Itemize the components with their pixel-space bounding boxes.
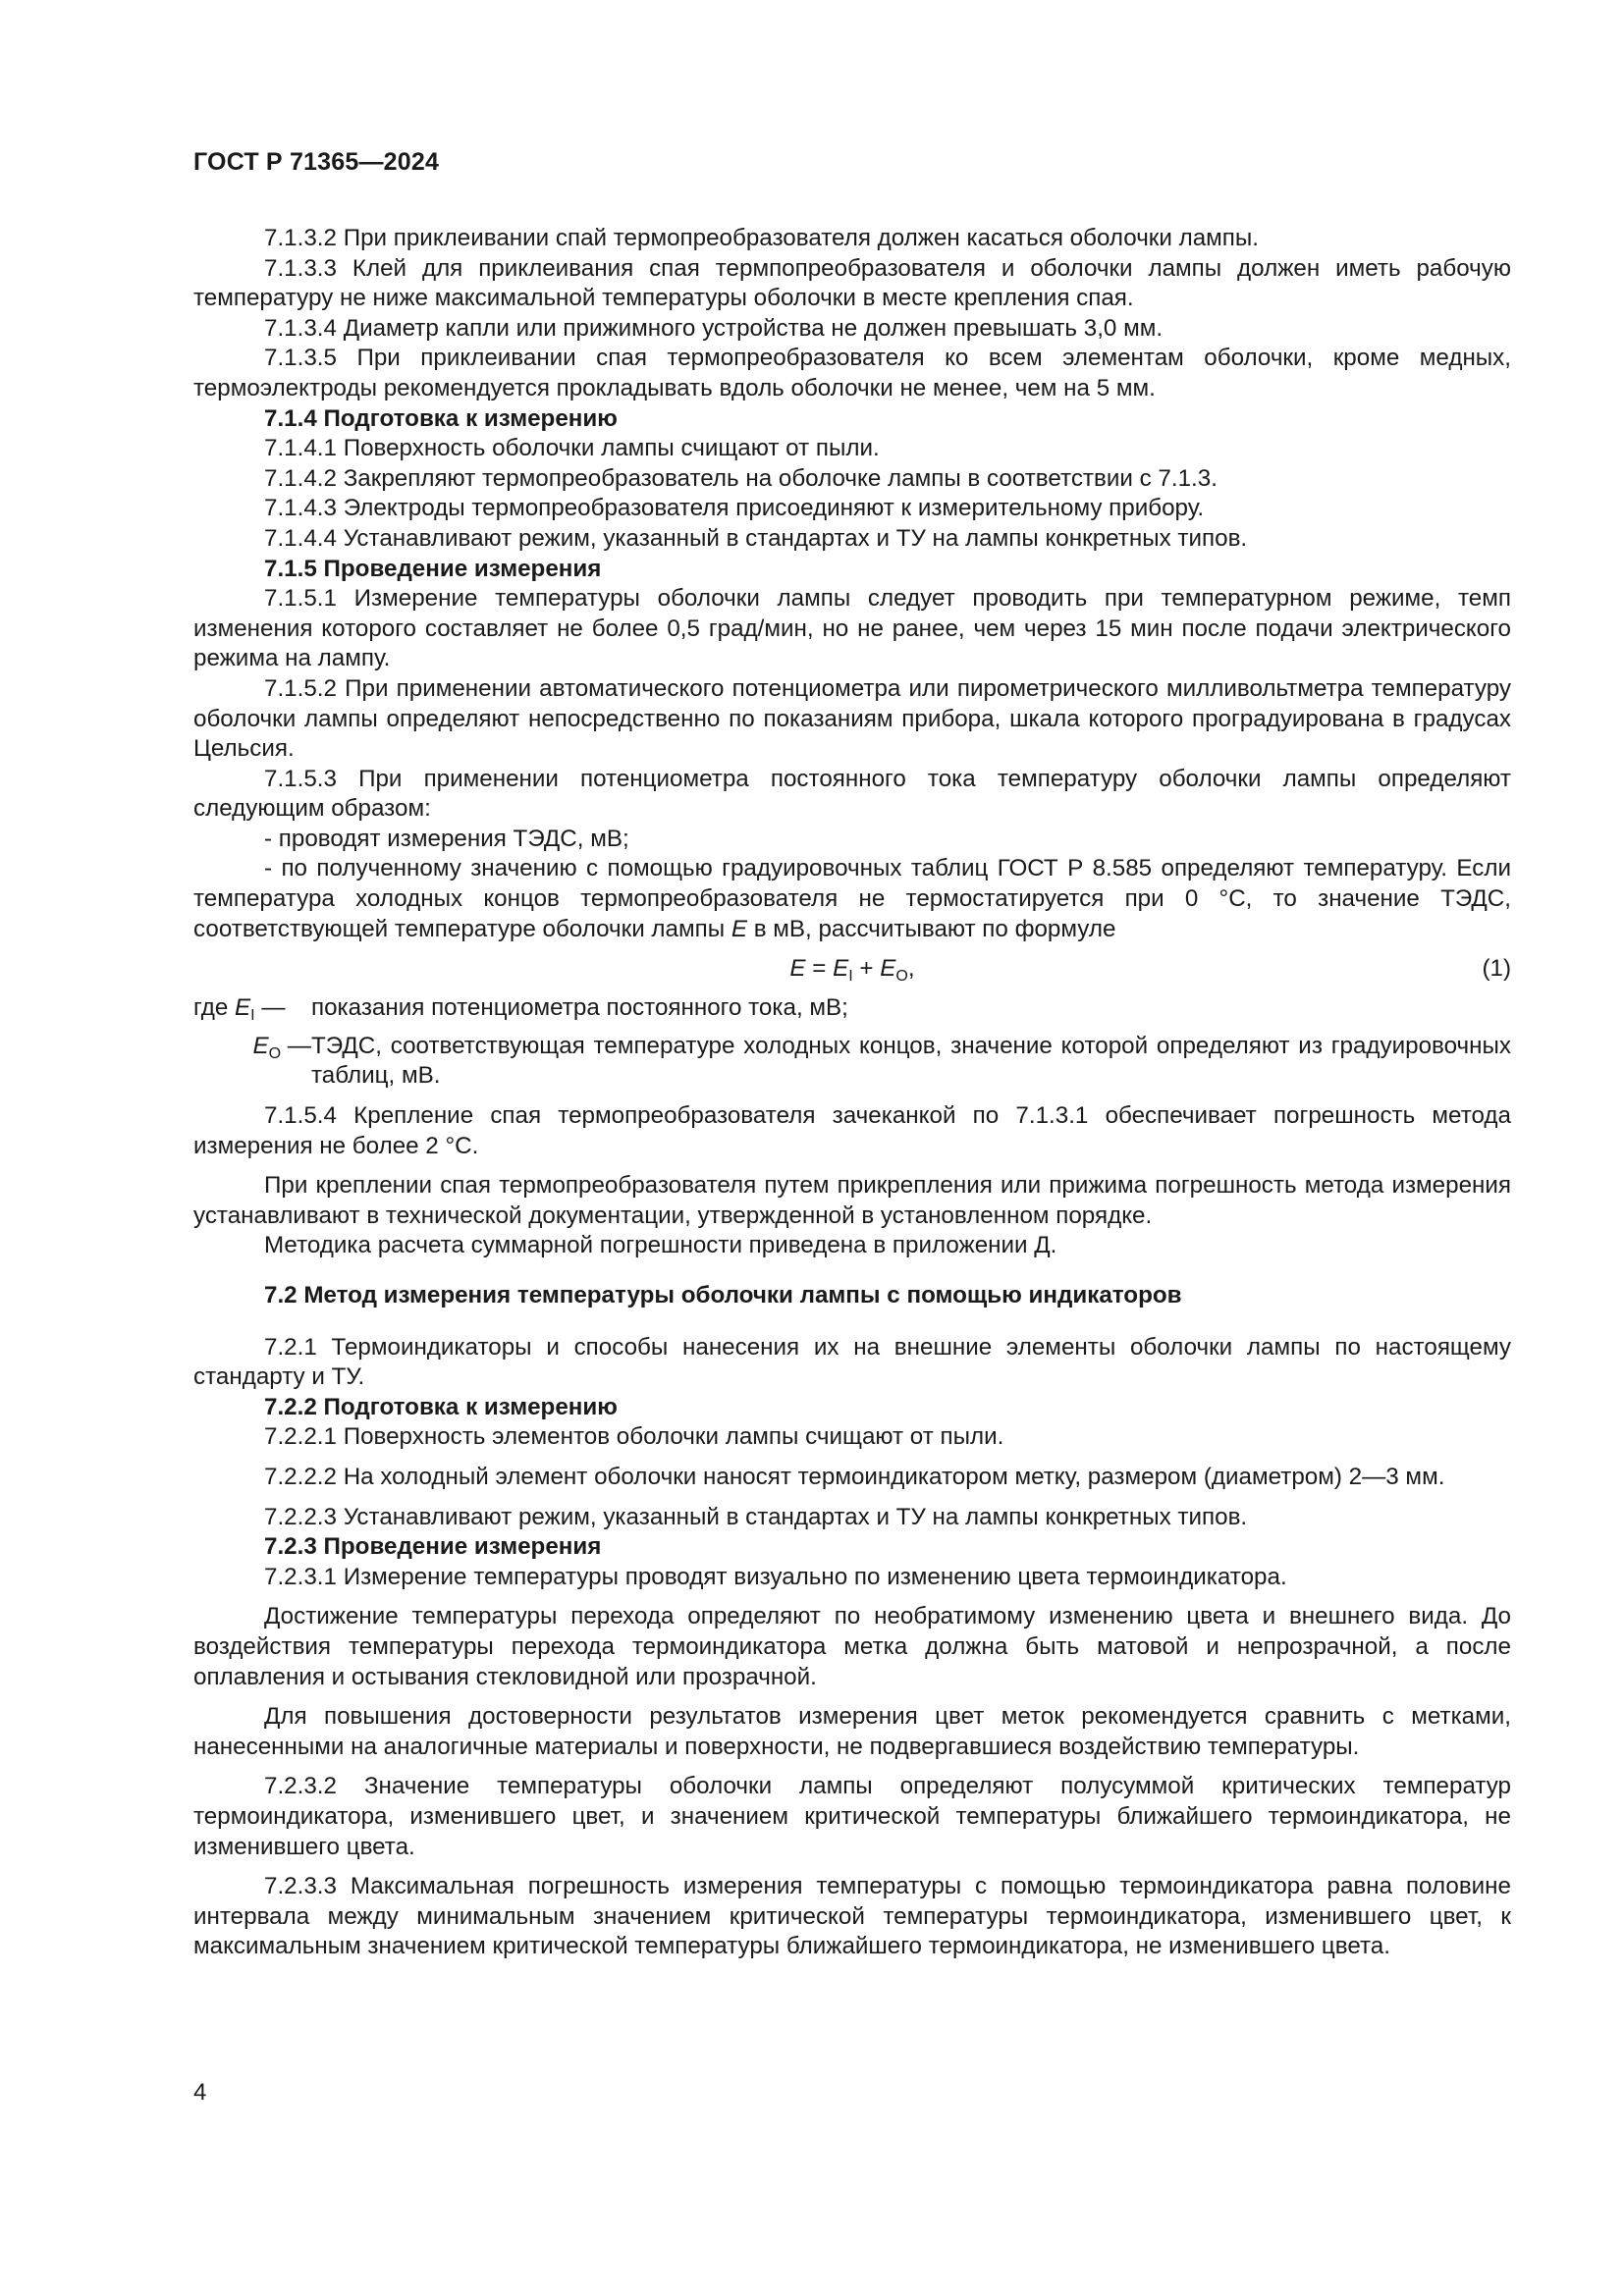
paragraph-7-1-5-1: 7.1.5.1 Измерение температуры оболочки лампы следует проводить при температурном режиме, темп изменения которого составляет не более 0,5 град/мин, но не ранее, чем через 15 мин после подачи электрического режима на лампу. xyxy=(193,585,1511,672)
list-item-tedc: - проводят измерения ТЭДС, мВ; xyxy=(264,825,629,852)
paragraph-7-1-4-2: 7.1.4.2 Закрепляют термопреобразователь на оболочке лампы в соответствии с 7.1.3. xyxy=(264,464,1218,492)
paragraph-7-1-5-2: 7.1.5.2 При применении автоматического потенциометра или пирометрического милливольтметра температуру оболочки лампы определяют непосредственно по показаниям прибора, шкала которого проградуирована в градусах Цельсия. xyxy=(193,674,1511,763)
paragraph-7-1-3-5: 7.1.3.5 При приклеивании спая термопреобразователя ко всем элементам оболочки, кроме медных, термоэлектроды рекомендуется прокладывать вдоль оболочки не менее, чем на 5 мм. xyxy=(193,345,1511,401)
subheading-7-2-2: 7.2.2 Подготовка к измерению xyxy=(264,1393,618,1420)
paragraph-7-2-2-2: 7.2.2.2 На холодный элемент оболочки наносят термоиндикатором метку, размером (диаметром) 2—3 мм. xyxy=(264,1463,1445,1490)
document-header: ГОСТ Р 71365—2024 xyxy=(193,148,440,176)
paragraph-7-2-2-1: 7.2.2.1 Поверхность элементов оболочки лампы счищают от пыли. xyxy=(264,1423,1004,1451)
list-item-graduation-text: - по полученному значению с помощью градуировочных таблиц ГОСТ Р 8.585 определяют температуру. Если температура холодных концов термопреобразователя не термостатируется при 0 °С, то значение ТЭДС, соответствующей температуре оболочки лампы xyxy=(193,855,1511,942)
paragraph-7-2-3-2: 7.2.3.2 Значение температуры оболочки лампы определяют полусуммой критических температур термоиндикатора, изменившего цвет, и значением критической температуры ближайшего термоиндикатора, не изменившего цвета. xyxy=(193,1773,1511,1860)
section-heading-7-2: 7.2 Метод измерения температуры оболочки лампы с помощью индикаторов xyxy=(264,1282,1182,1308)
formula-number: (1) xyxy=(1482,955,1511,983)
paragraph-reliability: Для повышения достоверности результатов измерения цвет меток рекомендуется сравнить с метками, нанесенными на аналогичные материалы и поверхности, не подвергавшиеся воздействию температуры. xyxy=(193,1703,1511,1760)
where-label: где $E_I$ — xyxy=(193,994,286,1025)
paragraph-methodology: Методика расчета суммарной погрешности приведена в приложении Д. xyxy=(264,1232,1057,1259)
where-text: ТЭДС, соответствующая температуре холодных концов, значение которой определяют из градуировочных таблиц, мВ. xyxy=(311,1032,1511,1090)
document-body xyxy=(193,224,1511,1962)
where-item-eo xyxy=(193,1032,1511,1092)
subheading-7-2-3: 7.2.3 Проведение измерения xyxy=(264,1533,602,1561)
paragraph-transition: Достижение температуры перехода определяют по необратимому изменению цвета и внешнего вида. До воздействия температуры перехода термоиндикатора метка должна быть матовой и непрозрачной, а после оплавления и остывания стекловидной или прозрачной. xyxy=(193,1603,1511,1690)
paragraph-7-2-3-3: 7.2.3.3 Максимальная погрешность измерения температуры с помощью термоиндикатора равна половине интервала между минимальным значением критической температуры термоиндикатора, изменившего цвет, к максимальным значением критической температуры ближайшего термоиндикатора, не изменившего цвета. xyxy=(193,1873,1511,1960)
paragraph-7-1-4-1: 7.1.4.1 Поверхность оболочки лампы счищают от пыли. xyxy=(264,435,880,462)
paragraph-7-1-4-3: 7.1.4.3 Электроды термопреобразователя присоединяют к измерительному прибору. xyxy=(264,495,1205,522)
page-number: 4 xyxy=(193,2079,207,2106)
paragraph-7-1-3-4: 7.1.3.4 Диаметр капли или прижимного устройства не должен превышать 3,0 мм. xyxy=(264,314,1164,342)
paragraph-7-2-3-1: 7.2.3.1 Измерение температуры проводят визуально по изменению цвета термоиндикатора. xyxy=(264,1563,1287,1590)
paragraph-fastening: При креплении спая термопреобразователя путем прикрепления или прижима погрешность метода измерения устанавливают в технической документации, утвержденной в установленном порядке. xyxy=(193,1172,1511,1229)
where-label: $E_O$ — xyxy=(252,1032,311,1062)
paragraph-7-2-2-3: 7.2.2.3 Устанавливают режим, указанный в стандартах и ТУ на лампы конкретных типов. xyxy=(264,1503,1248,1530)
paragraph-7-1-4-4: 7.1.4.4 Устанавливают режим, указанный в стандартах и ТУ на лампы конкретных типов. xyxy=(264,524,1248,552)
list-item-graduation xyxy=(193,854,1511,944)
where-item-ei xyxy=(193,993,1511,1032)
paragraph-7-1-3-2: 7.1.3.2 При приклеивании спай термопреобразователя должен касаться оболочки лампы. xyxy=(264,225,1260,251)
subheading-7-1-5: 7.1.5 Проведение измерения xyxy=(264,555,602,582)
paragraph-7-1-5-4: 7.1.5.4 Крепление спая термопреобразователя зачеканкой по 7.1.3.1 обеспечивает погрешность метода измерения не более 2 °С. xyxy=(193,1102,1511,1159)
formula-1 xyxy=(193,948,1511,991)
paragraph-7-1-5-3: 7.1.5.3 При применении потенциометра постоянного тока температуру оболочки лампы определяют следующим образом: xyxy=(193,765,1511,823)
where-text: показания потенциометра постоянного тока, мВ; xyxy=(311,994,848,1022)
paragraph-7-2-1: 7.2.1 Термоиндикаторы и способы нанесения их на внешние элементы оболочки лампы по настоящему стандарту и ТУ. xyxy=(193,1333,1511,1391)
formula-inline-var: E xyxy=(731,915,747,942)
subheading-7-1-4: 7.1.4 Подготовка к измерению xyxy=(264,404,618,432)
formula-inline-tail: в мВ, рассчитывают по формуле xyxy=(746,915,1116,942)
paragraph-7-1-3-3: 7.1.3.3 Клей для приклеивания спая термпопреобразователя и оболочки лампы должен иметь рабочую температуру не ниже максимальной температуры оболочки в месте крепления спая. xyxy=(193,254,1511,312)
formula-expression: $E = E_I + E_O$, xyxy=(789,955,915,986)
